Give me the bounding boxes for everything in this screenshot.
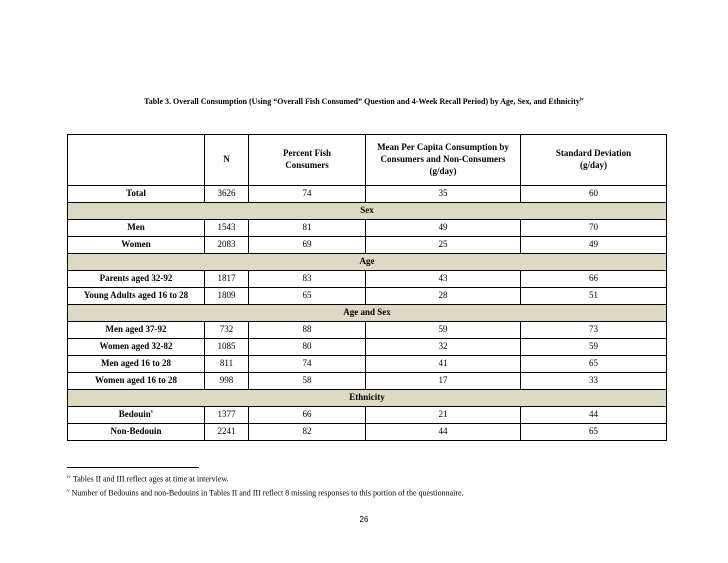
row-label xyxy=(68,407,205,424)
header-sd-line2: (g/day) xyxy=(580,160,607,170)
cell-sd: 66 xyxy=(521,271,667,288)
row-label xyxy=(68,373,205,390)
table-caption xyxy=(0,97,728,106)
table-row xyxy=(68,356,667,373)
section-header-row xyxy=(68,203,667,220)
cell-mean: 17 xyxy=(366,373,521,390)
cell-mean: 32 xyxy=(366,339,521,356)
caption-footnote-mark: iv xyxy=(579,97,584,103)
header-sd xyxy=(521,135,667,186)
row-label-text: Parents aged 32-92 xyxy=(99,273,173,284)
cell-sd: 70 xyxy=(521,220,667,237)
total-row xyxy=(68,186,667,203)
table-row xyxy=(68,288,667,305)
table-row xyxy=(68,271,667,288)
cell-percent: 82 xyxy=(249,424,366,441)
header-mean-line2: Consumers and Non-Consumers xyxy=(380,154,506,165)
row-label-text: Men xyxy=(127,222,145,233)
section-header-row xyxy=(68,254,667,271)
table-caption-text: Table 3. Overall Consumption (Using “Overall Fish Consumed” Question and 4-Week Recall Period) by Age, Sex, and Ethnicity xyxy=(144,97,580,106)
row-label xyxy=(68,339,205,356)
header-row xyxy=(68,135,667,186)
row-label-text: Women aged 32-82 xyxy=(99,341,173,352)
cell-mean: 41 xyxy=(366,356,521,373)
consumption-table xyxy=(67,134,667,441)
section-title: Age and Sex xyxy=(68,305,667,322)
footnote-mark: v xyxy=(67,488,70,494)
cell-sd: 65 xyxy=(521,356,667,373)
row-label xyxy=(68,356,205,373)
row-label-footnote-mark: v xyxy=(150,410,154,416)
cell-percent: 74 xyxy=(249,356,366,373)
header-sd-line1: Standard Deviation xyxy=(555,148,632,159)
table-row xyxy=(68,424,667,441)
cell-mean: 28 xyxy=(366,288,521,305)
row-label-text: Women xyxy=(121,239,151,250)
cell-mean: 25 xyxy=(366,237,521,254)
header-mean xyxy=(366,135,521,186)
cell-n: 998 xyxy=(205,373,249,390)
table-row xyxy=(68,373,667,390)
cell-mean: 35 xyxy=(366,186,521,203)
row-label xyxy=(68,288,205,305)
cell-n: 811 xyxy=(205,356,249,373)
page-number: 26 xyxy=(359,515,369,524)
section-title: Ethnicity xyxy=(68,390,667,407)
cell-mean: 59 xyxy=(366,322,521,339)
footnote-item xyxy=(67,486,464,500)
cell-percent: 83 xyxy=(249,271,366,288)
header-percent-line2: Consumers xyxy=(285,160,329,170)
section-title: Age xyxy=(68,254,667,271)
cell-percent: 66 xyxy=(249,407,366,424)
cell-percent: 65 xyxy=(249,288,366,305)
cell-sd: 33 xyxy=(521,373,667,390)
cell-sd: 44 xyxy=(521,407,667,424)
row-label xyxy=(68,237,205,254)
footnotes xyxy=(67,472,464,499)
cell-percent: 58 xyxy=(249,373,366,390)
row-label: Total xyxy=(68,186,205,203)
cell-n: 732 xyxy=(205,322,249,339)
cell-sd: 51 xyxy=(521,288,667,305)
table-row xyxy=(68,339,667,356)
cell-sd: 59 xyxy=(521,339,667,356)
header-empty-cell xyxy=(68,135,205,186)
table-row xyxy=(68,237,667,254)
cell-percent: 69 xyxy=(249,237,366,254)
cell-n: 1809 xyxy=(205,288,249,305)
row-label-text: Non-Bedouin xyxy=(110,426,162,437)
row-label-text: Bedouin xyxy=(118,409,151,420)
cell-sd: 49 xyxy=(521,237,667,254)
footnote-text: Tables II and III reflect ages at time at interview. xyxy=(72,474,229,484)
cell-n: 1085 xyxy=(205,339,249,356)
cell-percent: 74 xyxy=(249,186,366,203)
cell-percent: 80 xyxy=(249,339,366,356)
cell-n: 1817 xyxy=(205,271,249,288)
section-header-row xyxy=(68,305,667,322)
cell-mean: 43 xyxy=(366,271,521,288)
row-label-text: Men aged 37-92 xyxy=(105,324,167,335)
cell-n: 1543 xyxy=(205,220,249,237)
header-mean-line1: Mean Per Capita Consumption by xyxy=(377,142,509,153)
cell-sd: 65 xyxy=(521,424,667,441)
cell-n: 1377 xyxy=(205,407,249,424)
table-row xyxy=(68,407,667,424)
row-label-text: Young Adults aged 16 to 28 xyxy=(83,290,189,301)
cell-n: 2241 xyxy=(205,424,249,441)
cell-mean: 49 xyxy=(366,220,521,237)
row-label xyxy=(68,220,205,237)
footnote-mark: iv xyxy=(67,475,71,480)
table-row xyxy=(68,220,667,237)
footnote-item xyxy=(67,472,464,486)
row-label-text: Men aged 16 to 28 xyxy=(101,358,171,369)
cell-sd: 73 xyxy=(521,322,667,339)
table-row xyxy=(68,322,667,339)
footnote-divider xyxy=(67,467,199,468)
row-label xyxy=(68,271,205,288)
header-n: N xyxy=(205,135,249,186)
cell-percent: 81 xyxy=(249,220,366,237)
header-mean-line3: (g/day) xyxy=(429,165,457,176)
cell-percent: 88 xyxy=(249,322,366,339)
row-label-text: Women aged 16 to 28 xyxy=(95,375,177,386)
cell-mean: 21 xyxy=(366,407,521,424)
row-label xyxy=(68,424,205,441)
cell-n: 3626 xyxy=(205,186,249,203)
header-percent-line1: Percent Fish xyxy=(282,148,332,159)
cell-n: 2083 xyxy=(205,237,249,254)
header-percent xyxy=(249,135,366,186)
row-label xyxy=(68,322,205,339)
section-title: Sex xyxy=(68,203,667,220)
section-header-row xyxy=(68,390,667,407)
cell-sd: 60 xyxy=(521,186,667,203)
footnote-text: Number of Bedouins and non-Bedouins in Tables II and III reflect 8 missing responses to this portion of the questionnaire. xyxy=(71,488,464,498)
cell-mean: 44 xyxy=(366,424,521,441)
